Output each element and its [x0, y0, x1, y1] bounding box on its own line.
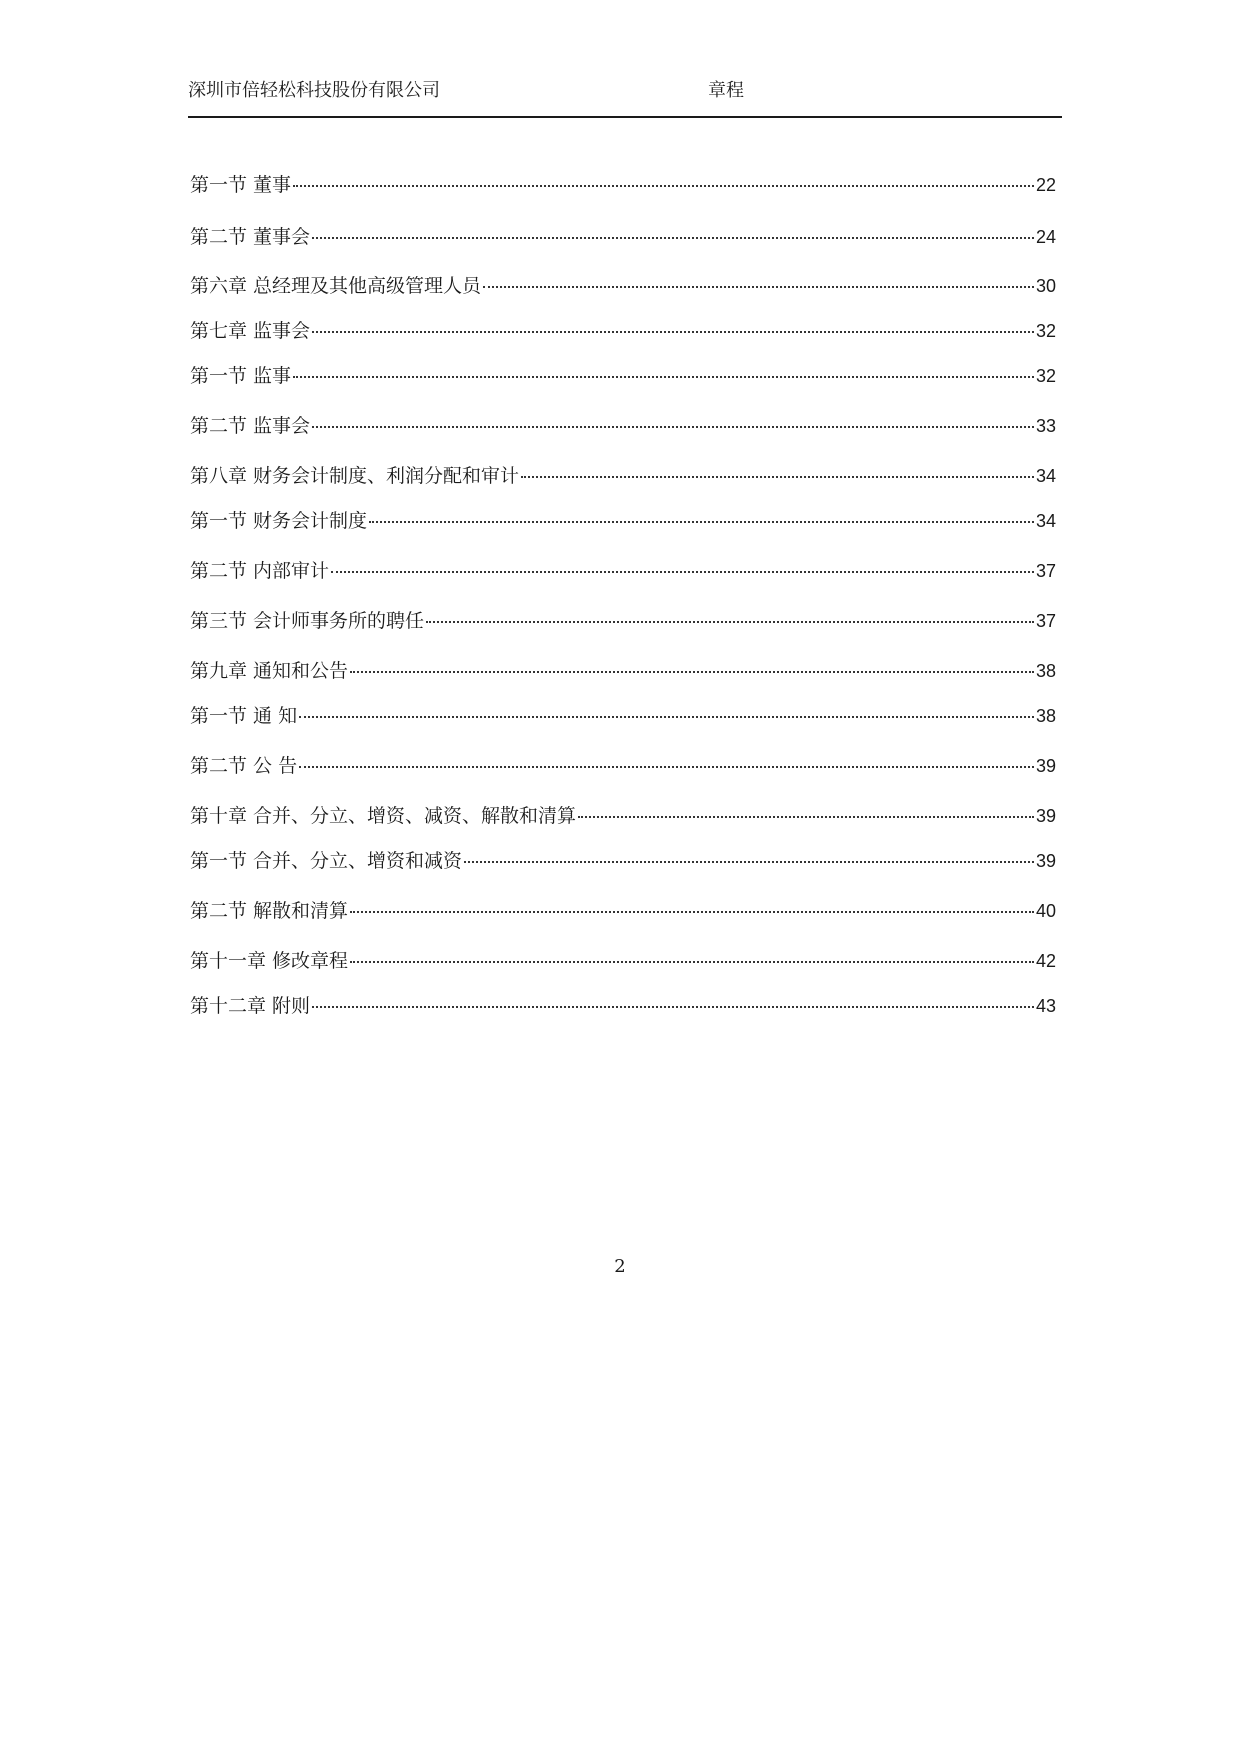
toc-entry[interactable] [190, 991, 1056, 1019]
toc-entry[interactable] [190, 896, 1056, 924]
toc-entry-page: 40 [1035, 901, 1056, 921]
toc-dot-leader [350, 911, 1034, 913]
toc-entry-page: 43 [1035, 996, 1056, 1016]
toc-entry-label: 第二节 内部审计 [190, 560, 330, 582]
toc-entry-page: 37 [1035, 611, 1056, 631]
toc-entry-page: 24 [1035, 227, 1056, 247]
toc-entry-label: 第六章 总经理及其他高级管理人员 [190, 275, 482, 297]
toc-entry-page: 34 [1035, 466, 1056, 486]
toc-dot-leader [312, 237, 1034, 239]
toc-dot-leader [483, 286, 1034, 288]
toc-dot-leader [299, 766, 1034, 768]
toc-dot-leader [293, 185, 1034, 187]
toc-entry-label: 第九章 通知和公告 [190, 660, 349, 682]
toc-entry[interactable] [190, 946, 1056, 974]
toc-entry-label: 第二节 公 告 [190, 755, 298, 777]
toc-entry-label: 第一节 财务会计制度 [190, 510, 368, 532]
toc-dot-leader [312, 426, 1034, 428]
toc-entry[interactable] [190, 271, 1056, 299]
toc-entry-label: 第一节 监事 [190, 365, 292, 387]
page-header [188, 72, 1062, 118]
toc-entry-label: 第一节 合并、分立、增资和减资 [190, 850, 463, 872]
toc-entry-label: 第二节 解散和清算 [190, 900, 349, 922]
toc-entry-label: 第十二章 附则 [190, 995, 311, 1017]
toc-entry-page: 38 [1035, 661, 1056, 681]
toc-entry[interactable] [190, 556, 1056, 584]
toc-entry-page: 22 [1035, 175, 1056, 195]
toc-dot-leader [299, 716, 1034, 718]
toc-entry[interactable] [190, 222, 1056, 250]
toc-entry-page: 34 [1035, 511, 1056, 531]
toc-entry-page: 33 [1035, 416, 1056, 436]
toc-entry-label: 第二节 董事会 [190, 226, 311, 248]
toc-entry-label: 第八章 财务会计制度、利润分配和审计 [190, 465, 520, 487]
toc-dot-leader [464, 861, 1034, 863]
toc-entry-page: 32 [1035, 366, 1056, 386]
toc-entry[interactable] [190, 411, 1056, 439]
toc-entry[interactable] [190, 751, 1056, 779]
toc-dot-leader [312, 331, 1034, 333]
toc-entry[interactable] [190, 506, 1056, 534]
toc-dot-leader [578, 816, 1034, 818]
toc-entry-page: 37 [1035, 561, 1056, 581]
toc-entry[interactable] [190, 461, 1056, 489]
toc-dot-leader [350, 671, 1034, 673]
toc-dot-leader [350, 961, 1034, 963]
header-document-title: 章程 [708, 80, 744, 101]
toc-dot-leader [331, 571, 1034, 573]
toc-entry-label: 第一节 董事 [190, 174, 292, 196]
toc-entry[interactable] [190, 801, 1056, 829]
toc-entry-label: 第七章 监事会 [190, 320, 311, 342]
toc-entry-page: 39 [1035, 851, 1056, 871]
toc-entry-page: 38 [1035, 706, 1056, 726]
toc-entry[interactable] [190, 656, 1056, 684]
toc-entry[interactable] [190, 316, 1056, 344]
toc-entry-page: 39 [1035, 806, 1056, 826]
toc-dot-leader [312, 1006, 1034, 1008]
toc-dot-leader [293, 376, 1034, 378]
toc-entry[interactable] [190, 361, 1056, 389]
toc-entry-label: 第一节 通 知 [190, 705, 298, 727]
toc-dot-leader [426, 621, 1034, 623]
page-number: 2 [614, 1256, 626, 1277]
toc-entry-page: 42 [1035, 951, 1056, 971]
toc-entry[interactable] [190, 846, 1056, 874]
toc-entry-label: 第二节 监事会 [190, 415, 311, 437]
toc-dot-leader [369, 521, 1034, 523]
toc-entry-page: 32 [1035, 321, 1056, 341]
toc-dot-leader [521, 476, 1034, 478]
toc-entry[interactable] [190, 170, 1056, 198]
toc-entry-page: 39 [1035, 756, 1056, 776]
toc-entry-label: 第三节 会计师事务所的聘任 [190, 610, 425, 632]
toc-entry-label: 第十一章 修改章程 [190, 950, 349, 972]
header-company-name: 深圳市倍轻松科技股份有限公司 [188, 80, 440, 101]
toc-entry[interactable] [190, 606, 1056, 634]
toc-entry-label: 第十章 合并、分立、增资、减资、解散和清算 [190, 805, 577, 827]
toc-entry[interactable] [190, 701, 1056, 729]
toc-entry-page: 30 [1035, 276, 1056, 296]
